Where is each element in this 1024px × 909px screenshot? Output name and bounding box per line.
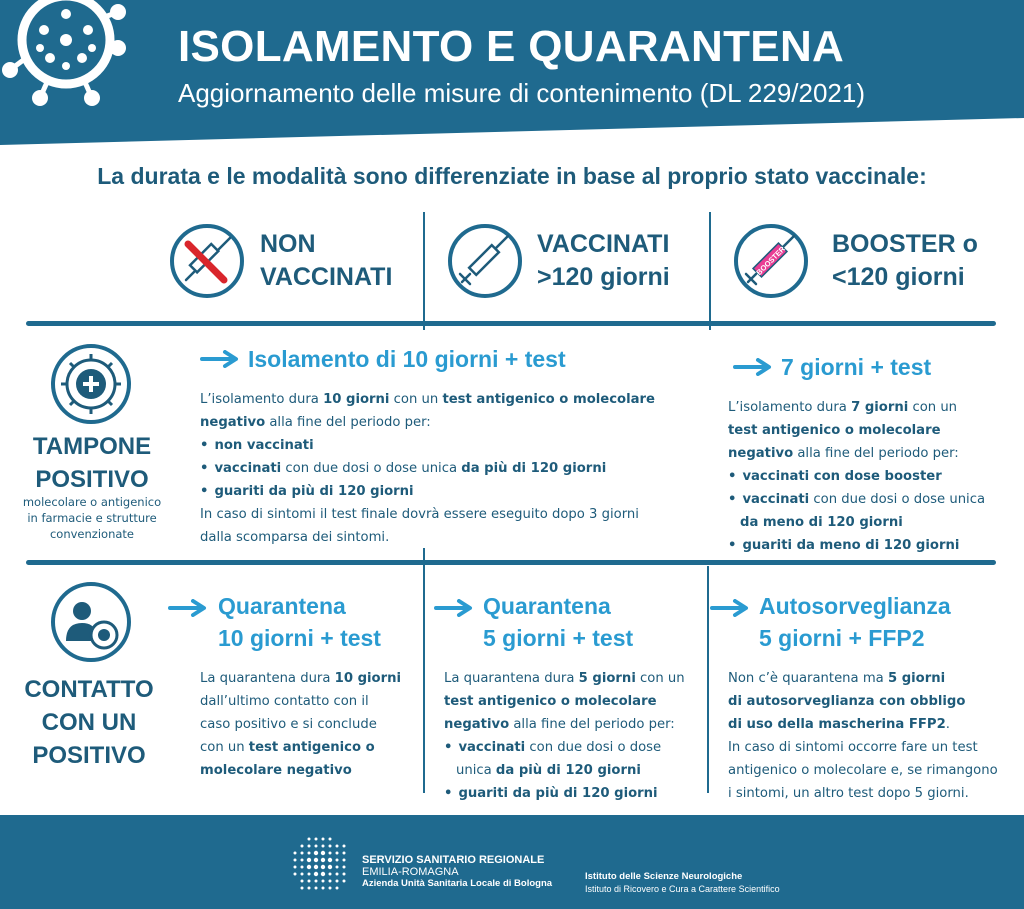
logo-dot	[308, 887, 311, 890]
col-header-non-vaccinati: NON VACCINATI	[260, 230, 393, 291]
section-body-quarantena-10: La quarantena dura 10 giorni dall’ultimo contatto con il caso positivo e si conclude con un test antigenico o molecolare negativo	[200, 671, 402, 778]
section-title-quarantena-10: Quarantena 10 giorni + test	[218, 593, 381, 651]
logo-dot	[307, 858, 311, 862]
logo-dot	[336, 866, 339, 869]
section-title-isolamento-7: 7 giorni + test	[781, 354, 932, 380]
logo-dot	[308, 873, 311, 876]
booster-syringe-icon	[732, 222, 810, 300]
logo-dot	[314, 858, 318, 862]
logo-dot	[329, 880, 332, 883]
virus-icon	[0, 0, 140, 112]
page-title: ISOLAMENTO E QUARANTENA	[178, 22, 845, 71]
column-divider	[423, 548, 425, 793]
logo-dot	[301, 866, 304, 869]
logo-dot	[307, 865, 311, 869]
logo-dot	[322, 845, 325, 848]
logo-dot	[294, 852, 297, 855]
logo-dot	[328, 858, 332, 862]
logo-dot	[301, 880, 304, 883]
logo-dot	[301, 873, 304, 876]
section-body-isolamento-10: L’isolamento dura 10 giorni con un test antigenico o molecolare negativo alla fine del periodo per: • non vaccinati • vaccinati con due dosi o dose unica da più di 120 giorni • guariti da più di 120 giorni In caso di sintomi il test finale dovrà essere eseguito dopo 3 giorni dalla scomparsa dei sintomi.	[200, 388, 700, 549]
section-body-isolamento-7: L’isolamento dura 7 giorni con un test antigenico o molecolare negativo alla fine del periodo per: • vaccinati con dose booster • vaccinati con due dosi o dose unica da meno di 120 giorni • guariti da meno di 120 giorni	[728, 396, 1008, 557]
logo-dot	[336, 859, 339, 862]
arrow-right-icon	[434, 599, 474, 617]
intro-text: La durata e le modalità sono differenziate in base al proprio stato vaccinale:	[97, 163, 927, 189]
col-header-booster: BOOSTER o <120 giorni	[832, 230, 978, 291]
logo-dot	[336, 887, 339, 890]
section-title-autosorveglianza: Autosorveglianza 5 giorni + FFP2	[759, 593, 951, 651]
footer-institute: Istituto delle Scienze Neurologiche Istituto di Ricovero e Cura a Carattere Scientifico	[585, 871, 780, 894]
logo-dot	[321, 851, 325, 855]
logo-dot	[315, 845, 318, 848]
section-title-isolamento-10: Isolamento di 10 giorni + test	[248, 346, 566, 372]
crossed-syringe-icon	[168, 222, 246, 300]
ssr-logo-icon	[292, 836, 348, 892]
logo-dot	[294, 873, 297, 876]
logo-dot	[308, 852, 311, 855]
section-divider	[26, 321, 996, 326]
page-subtitle: Aggiornamento delle misure di contenimento (DL 229/2021)	[178, 78, 865, 108]
logo-dot	[329, 887, 332, 890]
logo-dot	[301, 845, 304, 848]
row-label-tampone: TAMPONE POSITIVO	[32, 433, 152, 493]
logo-dot	[294, 866, 297, 869]
logo-dot	[322, 880, 325, 883]
section-body-quarantena-5: La quarantena dura 5 giorni con un test antigenico o molecolare negativo alla fine del periodo per: • vaccinati con due dosi o dose unica da più di 120 giorni • guariti da più di 120 giorni	[444, 667, 706, 805]
section-title-quarantena-5: Quarantena 5 giorni + test	[483, 593, 634, 651]
logo-dot	[321, 858, 325, 862]
logo-dot	[301, 887, 304, 890]
logo-dot	[343, 859, 346, 862]
logo-dot	[336, 880, 339, 883]
logo-dot	[314, 872, 318, 876]
column-divider	[423, 212, 425, 330]
logo-dot	[336, 873, 339, 876]
syringe-icon	[446, 222, 524, 300]
contact-people-icon	[50, 581, 132, 663]
footer-organization: SERVIZIO SANITARIO REGIONALE EMILIA-ROMAGNA Azienda Unità Sanitaria Locale di Bologna	[362, 854, 553, 889]
logo-dot	[308, 838, 311, 841]
logo-dot	[308, 880, 311, 883]
logo-dot	[343, 866, 346, 869]
logo-dot	[315, 880, 318, 883]
logo-dot	[321, 865, 325, 869]
logo-dot	[329, 852, 332, 855]
logo-dot	[315, 887, 318, 890]
logo-dot	[328, 865, 332, 869]
logo-dot	[329, 838, 332, 841]
col-header-vaccinati: VACCINATI >120 giorni	[537, 230, 670, 291]
section-body-autosorveglianza: Non c’è quarantena ma 5 giorni di autosorveglianza con obbligo di uso della mascherina FFP2. In caso di sintomi occorre fare un test antigenico o molecolare e, se rimangono i sintomi, un altro test dopo 5 giorni.	[728, 671, 998, 801]
arrow-right-icon	[200, 350, 240, 368]
logo-dot	[314, 851, 318, 855]
row-sublabel-tampone: molecolare o antigenico in farmacie e strutture convenzionate	[22, 495, 162, 541]
logo-dot	[314, 865, 318, 869]
logo-dot	[343, 852, 346, 855]
logo-dot	[322, 887, 325, 890]
logo-dot	[315, 838, 318, 841]
logo-dot	[301, 852, 304, 855]
logo-dot	[343, 880, 346, 883]
logo-dot	[336, 845, 339, 848]
logo-dot	[301, 859, 304, 862]
logo-dot	[336, 852, 339, 855]
logo-dot	[343, 873, 346, 876]
booster-label: BOOSTER	[754, 244, 788, 278]
column-divider	[709, 212, 711, 330]
logo-dot	[308, 845, 311, 848]
logo-dot	[329, 845, 332, 848]
row-label-contatto: CONTATTO CON UN POSITIVO	[24, 676, 154, 769]
arrow-right-icon	[733, 358, 773, 376]
logo-dot	[322, 838, 325, 841]
arrow-right-icon	[168, 599, 208, 617]
column-divider	[707, 566, 709, 793]
logo-dot	[321, 872, 325, 876]
section-divider	[26, 560, 996, 565]
test-plus-icon	[50, 343, 132, 425]
logo-dot	[294, 859, 297, 862]
logo-dot	[343, 845, 346, 848]
arrow-right-icon	[710, 599, 750, 617]
logo-dot	[329, 873, 332, 876]
